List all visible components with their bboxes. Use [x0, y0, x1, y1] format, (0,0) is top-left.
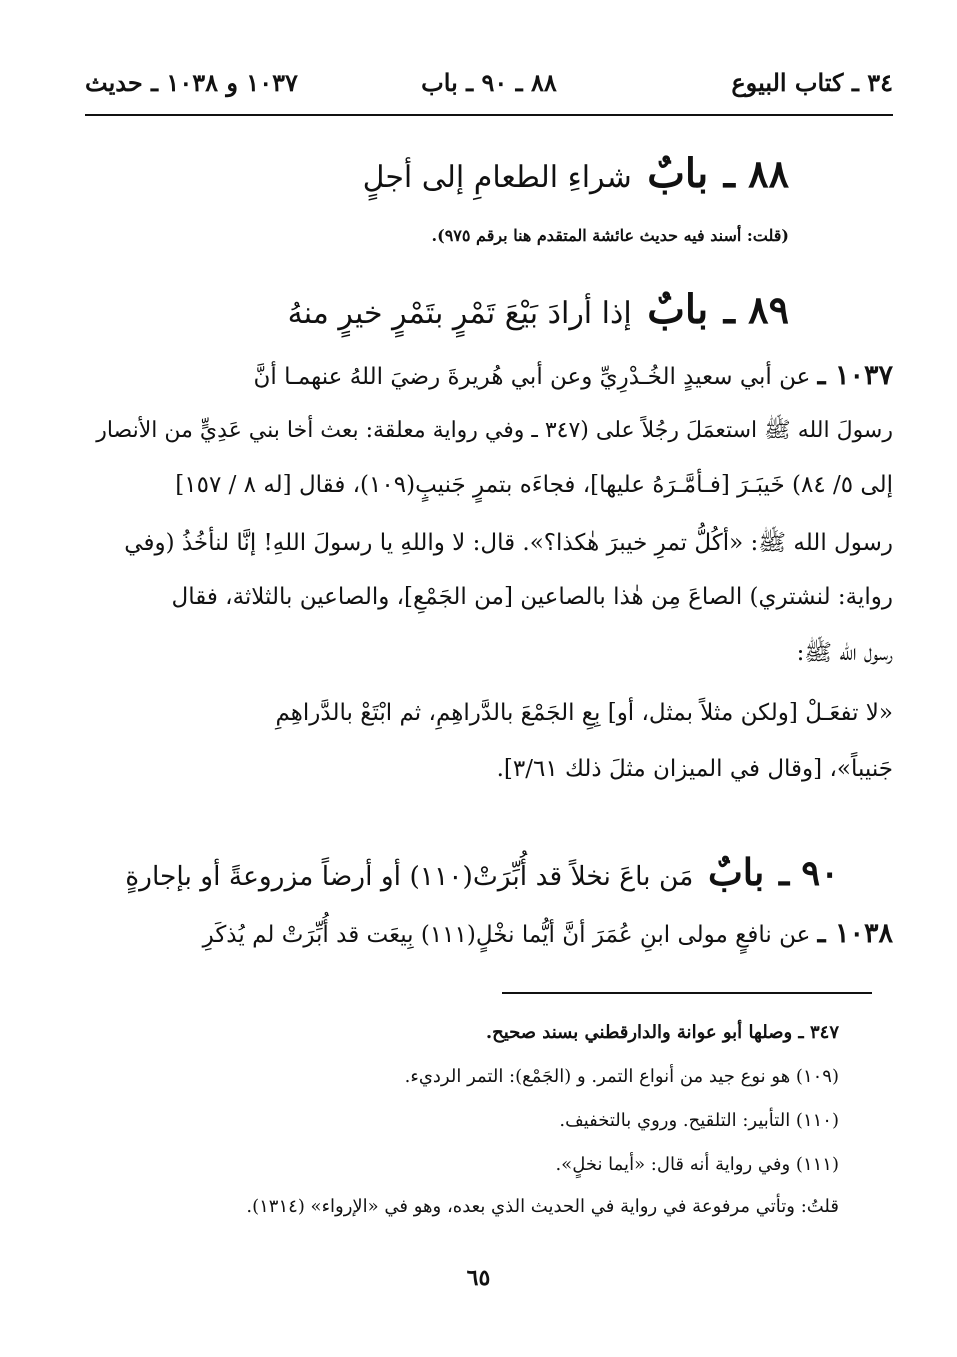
- hadith-1037-quote-2: جَنيباً»، [وقال في الميزان مثلَ ذلك ٣/٦١].: [496, 756, 893, 782]
- section-title: شراءِ الطعامِ إلى أجلٍ: [362, 160, 632, 195]
- section-title: مَن باعَ نخلاً قد أُبِّرَتْ(١١٠) أو أرضاً مزروعةً أو بإجارةٍ: [125, 861, 694, 892]
- footnote-110: (١١٠) التأبير: التلقيح. وروي بالتخفيف.: [559, 1110, 839, 1131]
- hadith-1037-quote-1: «لا تفعَـلْ [ولكن مثلاً بمثل، أو] بِعِ الجَمْعَ بالدَّراهِمِ، ثم ابْتَعْ بالدَّراهِمِ: [275, 700, 893, 726]
- hadith-1037-line-5: رواية: لنشتري) الصاعَ مِن هٰذا بالصاعين [من الجَمْعِ]، والصاعين بالثلاثة، فقال: [171, 584, 893, 610]
- section-heading-88: [363, 150, 789, 197]
- hadith-1037-line-3: إلى ٥/ ٨٤) خَيبَـرَ [فـأمَّـرَهُ عليها]، فجاءَه بتمرٍ جَنيبٍ(١٠٩)، فقال [له ٨ / ١٥٧]: [175, 472, 893, 498]
- hadith-1037-line-6: رسول الله ﷺ:: [796, 640, 893, 666]
- header-chapter-range: ٨٨ ـ ٩٠ ـ باب: [421, 68, 557, 97]
- footnote-347: ٣٤٧ ـ وصلها أبو عوانة والدارقطني بسند صحيح.: [485, 1022, 839, 1043]
- hadith-number: ١٠٣٨ ـ: [817, 918, 893, 949]
- section-number: ٨٩ ـ: [723, 287, 789, 332]
- section-heading-90: [125, 850, 839, 894]
- hadith-text: عن نافعٍ مولى ابنِ عُمَرَ أنَّ أيُّما نخْلٍ(١١١) بِيعَت قد أُبِّرَتْ لم يُذكَرِ: [202, 922, 811, 948]
- section-number: ٩٠ ـ: [778, 853, 839, 894]
- footnote-111: (١١١) وفي رواية أنه قال: «أيما نخلٍ».: [555, 1154, 839, 1175]
- hadith-1038-line-1: [85, 918, 893, 949]
- footnote-editor-note: قلتُ: وتأتي مرفوعة في رواية في الحديث الذي بعده، وهو في «الإرواء» (١٣١٤).: [246, 1196, 839, 1217]
- section-number: ٨٨ ـ: [723, 151, 789, 196]
- section-heading-89: [288, 286, 789, 333]
- section-word: بابٌ: [647, 150, 709, 197]
- hadith-1037-line-2: رسولَ الله ﷺ استعمَلَ رجُلاً على (٣٤٧ ـ وفي رواية معلقة: بعث أخا بني عَدِيٍّ من الأنصار: [96, 418, 893, 443]
- section-word: بابٌ: [707, 850, 765, 894]
- hadith-1037-line-1: [85, 360, 893, 391]
- header-divider: [85, 114, 893, 116]
- hadith-number: ١٠٣٧ ـ: [817, 360, 893, 391]
- section-title: إذا أرادَ بَيْعَ تَمْرٍ بتَمْرٍ خيرٍ منهُ: [287, 296, 632, 331]
- header-hadith-range: ١٠٣٧ و ١٠٣٨ ـ حديث: [85, 68, 298, 97]
- footnote-divider: [502, 992, 872, 994]
- section-word: بابٌ: [647, 286, 709, 333]
- header-book-title: ٣٤ ـ كتاب البيوع: [731, 68, 893, 97]
- page-number: ٦٥: [466, 1265, 491, 1291]
- running-header: [85, 60, 893, 104]
- footnote-109: (١٠٩) هو نوع جيد من أنواع التمر. و (الجَمْع): التمر الرديء.: [404, 1066, 839, 1087]
- hadith-text: عن أبي سعيدٍ الخُـدْرِيِّ وعن أبي هُريرةَ رضيَ اللهُ عنهمـا أنَّ: [253, 364, 811, 390]
- editor-note: (قلت: أسند فيه حديث عائشة المتقدم هنا برقم ٩٧٥).: [431, 226, 789, 245]
- hadith-1037-line-4: رسول الله ﷺ: «أكُلُّ تمرِ خيبرَ هٰكذا؟». قال: لا واللهِ يا رسولَ اللهِ! إنَّا لنأخُذُ (وفي: [124, 530, 893, 556]
